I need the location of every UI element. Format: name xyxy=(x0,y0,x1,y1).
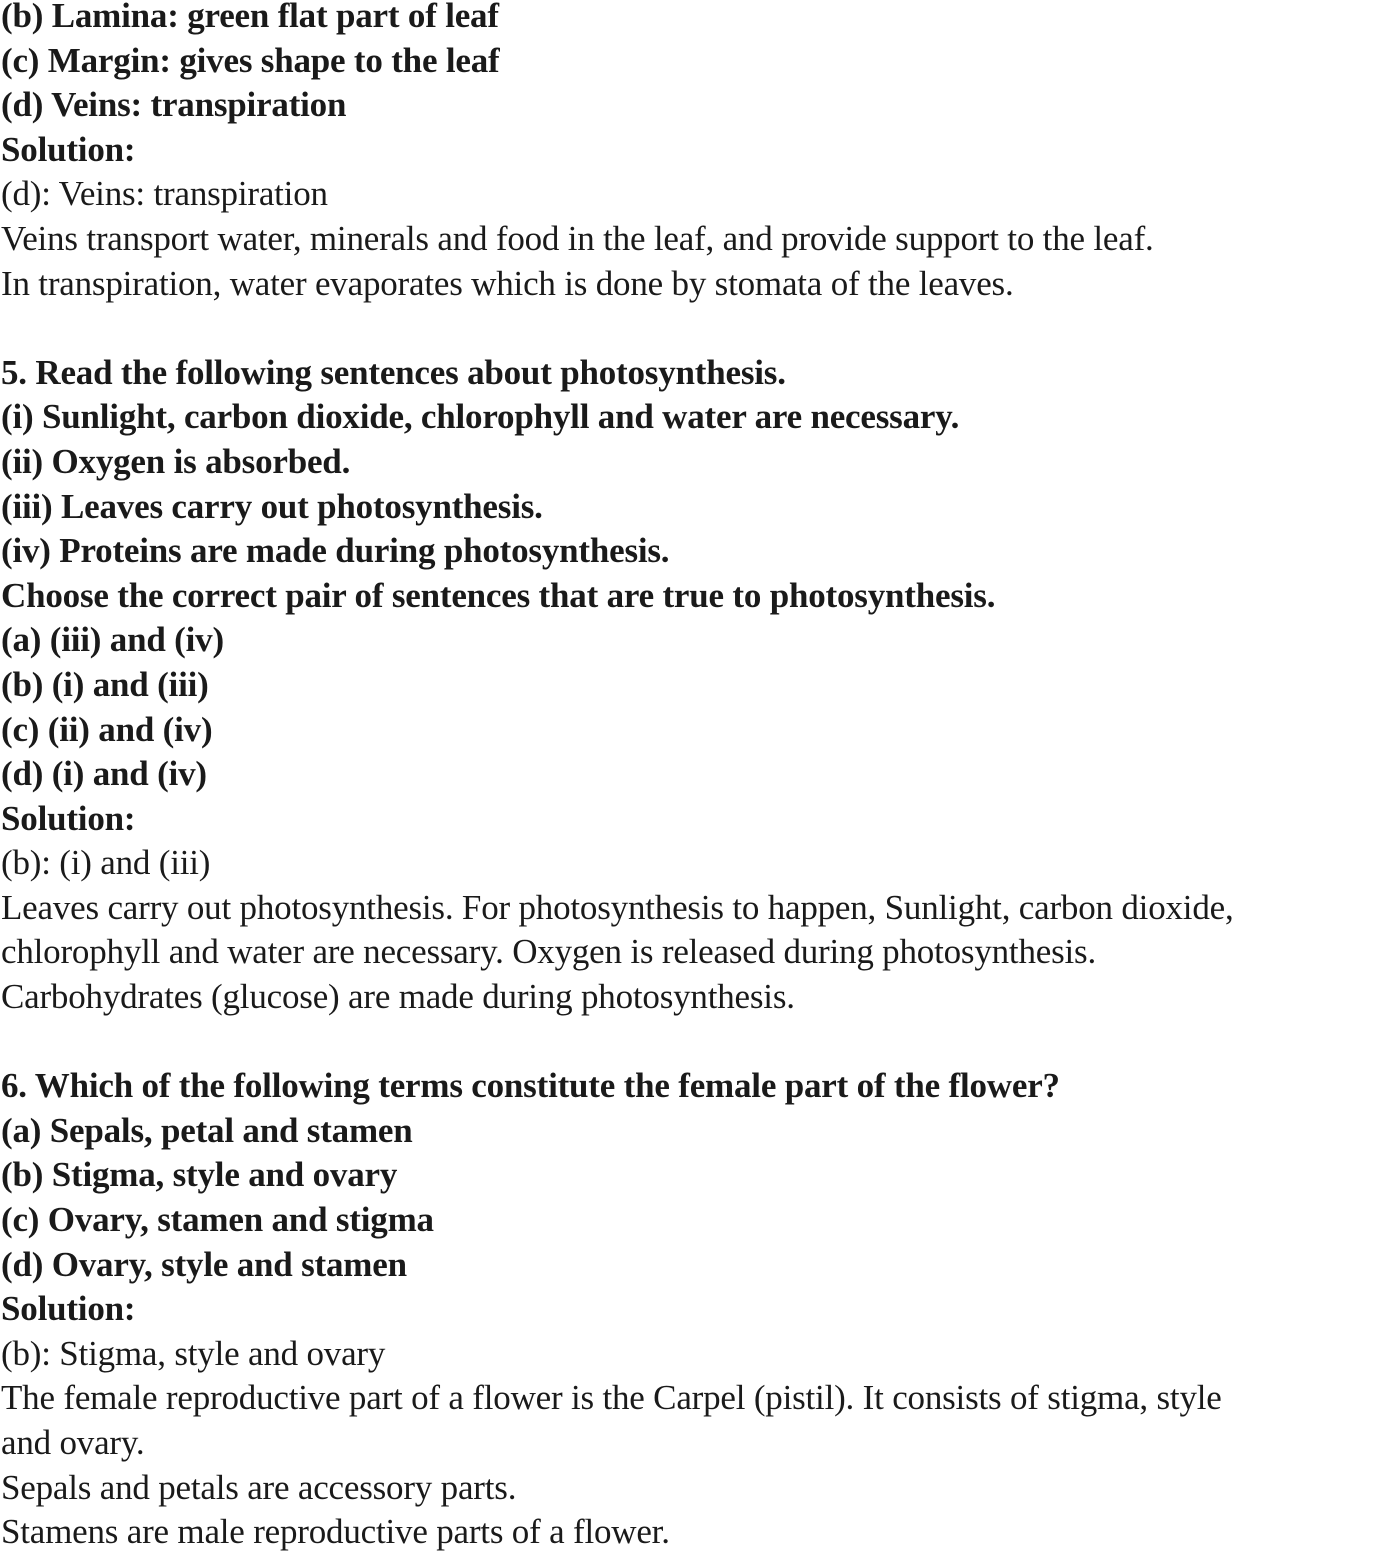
section-gap xyxy=(1,1020,1387,1065)
explanation-line: and ovary. xyxy=(1,1423,145,1462)
option-a: (a) Sepals, petal and stamen xyxy=(1,1110,413,1150)
option-d: (d) Veins: transpiration xyxy=(1,85,347,125)
explanation-line: Carbohydrates (glucose) are made during photosynthesis. xyxy=(1,977,795,1017)
option-b: (b) Stigma, style and ovary xyxy=(1,1155,398,1195)
statement: (ii) Oxygen is absorbed. xyxy=(1,441,351,481)
option-d: (d) (i) and (iv) xyxy=(1,754,207,794)
statement: (iv) Proteins are made during photosynthesis. xyxy=(1,531,670,571)
question-title: 6. Which of the following terms constitute the female part of the flower? xyxy=(1,1066,1060,1106)
option-a: (a) (iii) and (iv) xyxy=(1,620,224,660)
explanation-line: Stamens are male reproductive parts of a flower. xyxy=(1,1512,670,1552)
explanation-line: Leaves carry out photosynthesis. For photosynthesis to happen, Sunlight, carbon dioxide, xyxy=(1,887,1234,927)
solution-label: Solution: xyxy=(1,1289,136,1329)
explanation-line: The female reproductive part of a flower is the Carpel (pistil). It consists of stigma, style xyxy=(1,1378,1222,1418)
answer: (b): (i) and (iii) xyxy=(1,843,211,883)
option-d: (d) Ovary, style and stamen xyxy=(1,1244,407,1284)
question-5-section xyxy=(1,351,1387,1020)
question-4-section xyxy=(1,0,1387,306)
question-title: 5. Read the following sentences about photosynthesis. xyxy=(1,352,786,392)
option-c: (c) Margin: gives shape to the leaf xyxy=(1,40,500,80)
option-b: (b) (i) and (iii) xyxy=(1,664,209,704)
option-b: (b) Lamina: green flat part of leaf xyxy=(1,0,499,35)
solution-label: Solution: xyxy=(1,129,136,169)
question-6-section xyxy=(1,1064,1387,1555)
solution-label: Solution: xyxy=(1,798,136,838)
option-c: (c) (ii) and (iv) xyxy=(1,709,213,749)
answer: (d): Veins: transpiration xyxy=(1,174,328,214)
option-c: (c) Ovary, stamen and stigma xyxy=(1,1200,434,1240)
section-gap xyxy=(1,306,1387,351)
statement: (iii) Leaves carry out photosynthesis. xyxy=(1,486,543,526)
explanation-line: Veins transport water, minerals and food in the leaf, and provide support to the leaf. xyxy=(1,218,1154,258)
explanation-line: Sepals and petals are accessory parts. xyxy=(1,1467,517,1507)
explanation-line: In transpiration, water evaporates which is done by stomata of the leaves. xyxy=(1,263,1014,303)
explanation-line: chlorophyll and water are necessary. Oxygen is released during photosynthesis. xyxy=(1,932,1097,972)
question-prompt: Choose the correct pair of sentences that are true to photosynthesis. xyxy=(1,575,996,615)
answer: (b): Stigma, style and ovary xyxy=(1,1333,386,1373)
statement: (i) Sunlight, carbon dioxide, chlorophyll and water are necessary. xyxy=(1,397,960,437)
document-page xyxy=(1,0,1387,1555)
